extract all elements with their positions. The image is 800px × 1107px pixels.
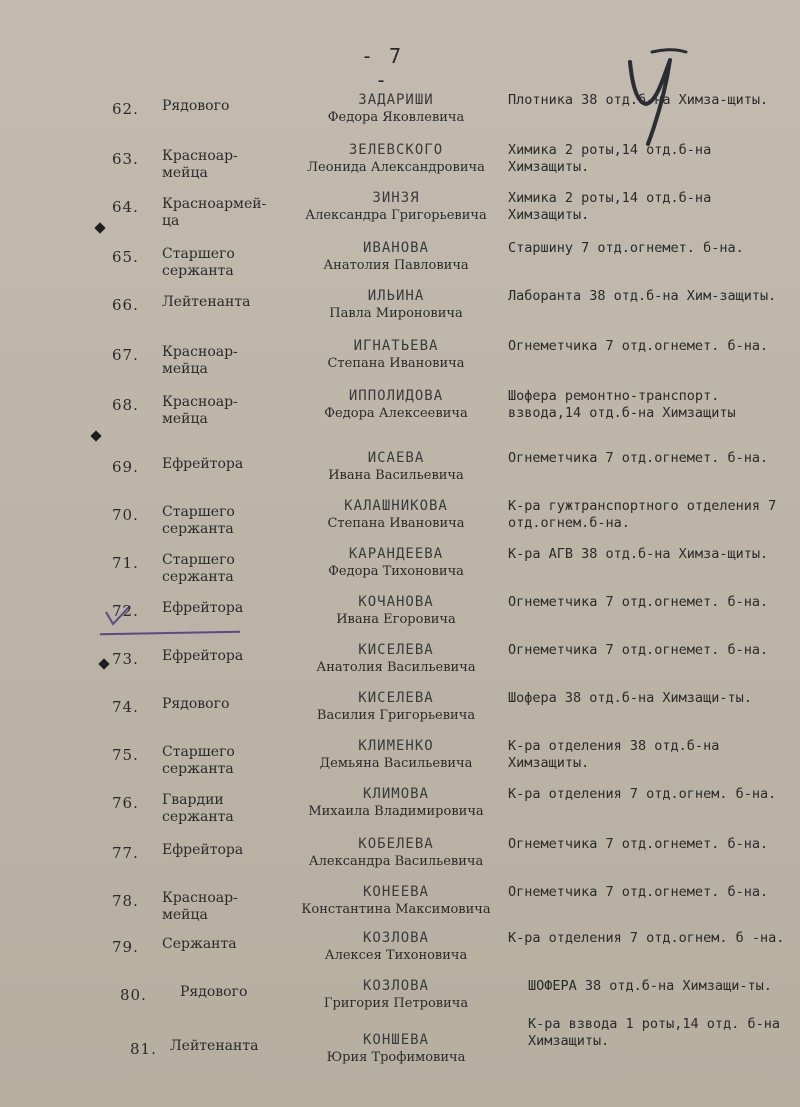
entry-rank: Лейтенанта bbox=[162, 294, 251, 310]
entry-rank: Старшего сержанта bbox=[162, 552, 235, 585]
entry-surname: ИЛЬИНА bbox=[367, 288, 425, 304]
entry-number: 73. bbox=[112, 650, 139, 668]
entry-fullname: Федора Алексеевича bbox=[324, 406, 468, 421]
entry-surname: ИГНАТЬЕВА bbox=[353, 338, 439, 354]
entry-surname: КОНЕЕВА bbox=[362, 884, 429, 900]
entry-position: Шофера ремонтно-транспорт. взвода,14 отд.б-на Химзащиты bbox=[508, 388, 736, 421]
entry-fullname: Федора Тихоновича bbox=[328, 564, 464, 579]
entry-surname: КИСЕЛЕВА bbox=[358, 642, 434, 658]
entry-rank: Рядового bbox=[180, 984, 248, 1000]
list-item bbox=[0, 190, 800, 244]
entry-number: 66. bbox=[112, 296, 139, 314]
entry-position: Старшину 7 отд.огнемет. б-на. bbox=[508, 240, 744, 256]
entry-rank: Ефрейтора bbox=[162, 842, 244, 858]
entry-position: Огнеметчика 7 отд.огнемет. б-на. bbox=[508, 594, 769, 610]
entry-number: 74. bbox=[112, 698, 139, 716]
entry-fullname: Алексея Тихоновича bbox=[324, 948, 468, 963]
entry-surname: КЛИМЕНКО bbox=[358, 738, 434, 754]
entry-number: 64. bbox=[112, 198, 139, 216]
entry-rank: Ефрейтора bbox=[162, 600, 244, 616]
entry-number: 68. bbox=[112, 396, 139, 414]
list-item bbox=[0, 690, 800, 744]
entry-number: 77. bbox=[112, 844, 139, 862]
list-item bbox=[0, 240, 800, 294]
entry-fullname: Леонида Александровича bbox=[307, 160, 485, 175]
list-item bbox=[0, 836, 800, 890]
entry-position: Шофера 38 отд.б-на Химзащи-ты. bbox=[508, 690, 752, 706]
entry-number: 76. bbox=[112, 794, 139, 812]
entry-rank: Ефрейтора bbox=[162, 648, 244, 664]
entry-number: 78. bbox=[112, 892, 139, 910]
entry-position: К-ра отделения 38 отд.б-на Химзащиты. bbox=[508, 738, 720, 771]
entry-surname: ИСАЕВА bbox=[367, 450, 425, 466]
entry-position: Огнеметчика 7 отд.огнемет. б-на. bbox=[508, 338, 769, 354]
list-item bbox=[0, 1016, 800, 1086]
entry-number: 71. bbox=[112, 554, 139, 572]
entry-fullname: Степана Ивановича bbox=[327, 356, 465, 371]
entry-number: 62. bbox=[112, 100, 139, 118]
entry-surname: КАРАНДЕЕВА bbox=[348, 546, 444, 562]
entry-rank: Старшего сержанта bbox=[162, 744, 235, 777]
page-number: - 7 - bbox=[360, 44, 404, 92]
entry-number: 79. bbox=[112, 938, 139, 956]
entry-number: 81. bbox=[130, 1040, 157, 1058]
entry-fullname: Юрия Трофимовича bbox=[326, 1050, 466, 1065]
entry-rank: Старшего сержанта bbox=[162, 504, 235, 537]
entry-fullname: Ивана Васильевича bbox=[328, 468, 464, 483]
entry-fullname: Константина Максимовича bbox=[301, 902, 491, 917]
list-item bbox=[0, 388, 800, 442]
entry-fullname: Александра Григорьевича bbox=[305, 208, 487, 223]
entry-number: 80. bbox=[120, 986, 147, 1004]
list-item bbox=[0, 930, 800, 984]
entry-fullname: Михаила Владимировича bbox=[308, 804, 484, 819]
entry-surname: КОЗЛОВА bbox=[362, 930, 429, 946]
entry-surname: ЗАДАРИШИ bbox=[358, 92, 434, 108]
entry-position: К-ра гужтранспортного отделения 7 отд.огнем.б-на. bbox=[508, 498, 777, 531]
entry-surname: КИСЕЛЕВА bbox=[358, 690, 434, 706]
list-item bbox=[0, 594, 800, 648]
entry-position: К-ра отделения 7 отд.огнем. б -на. bbox=[508, 930, 785, 946]
entry-fullname: Александра Васильевича bbox=[308, 854, 484, 869]
entry-rank: Старшего сержанта bbox=[162, 246, 235, 279]
list-item bbox=[0, 786, 800, 840]
entry-rank: Сержанта bbox=[162, 936, 237, 952]
entry-position: Плотника 38 отд.б-на Химза-щиты. bbox=[508, 92, 769, 108]
entry-fullname: Федора Яковлевича bbox=[327, 110, 465, 125]
entry-rank: Красноар-мейца bbox=[162, 890, 238, 923]
entry-position: Огнеметчика 7 отд.огнемет. б-на. bbox=[508, 836, 769, 852]
entry-rank: Рядового bbox=[162, 696, 230, 712]
entry-surname: КАЛАШНИКОВА bbox=[344, 498, 448, 514]
entry-rank: Гвардии сержанта bbox=[162, 792, 234, 825]
list-item bbox=[0, 288, 800, 342]
entry-surname: ИППОЛИДОВА bbox=[348, 388, 444, 404]
entry-surname: КОБЕЛЕВА bbox=[358, 836, 434, 852]
entry-surname: КЛИМОВА bbox=[362, 786, 429, 802]
entry-fullname: Анатолия Васильевича bbox=[316, 660, 476, 675]
entry-fullname: Демьяна Васильевича bbox=[319, 756, 473, 771]
entry-surname: КОЧАНОВА bbox=[358, 594, 434, 610]
list-item bbox=[0, 546, 800, 600]
list-item bbox=[0, 642, 800, 696]
entry-position: Огнеметчика 7 отд.огнемет. б-на. bbox=[508, 450, 769, 466]
list-item bbox=[0, 498, 800, 552]
entry-position: Огнеметчика 7 отд.огнемет. б-на. bbox=[508, 884, 769, 900]
entry-surname: КОЗЛОВА bbox=[362, 978, 429, 994]
list-item bbox=[0, 142, 800, 196]
entry-number: 72. bbox=[112, 602, 139, 620]
entry-surname: ЗИНЗЯ bbox=[372, 190, 420, 206]
entry-fullname: Анатолия Павловича bbox=[323, 258, 469, 273]
entry-number: 63. bbox=[112, 150, 139, 168]
entry-number: 69. bbox=[112, 458, 139, 476]
entry-number: 67. bbox=[112, 346, 139, 364]
entry-position: К-ра АГВ 38 отд.б-на Химза-щиты. bbox=[508, 546, 769, 562]
entry-rank: Лейтенанта bbox=[170, 1038, 259, 1054]
entry-surname: ЗЕЛЕВСКОГО bbox=[348, 142, 444, 158]
entry-rank: Красноар-мейца bbox=[162, 344, 238, 377]
entry-fullname: Павла Мироновича bbox=[329, 306, 463, 321]
entry-rank: Рядового bbox=[162, 98, 230, 114]
entry-surname: ИВАНОВА bbox=[362, 240, 429, 256]
list-item bbox=[0, 92, 800, 146]
entry-rank: Ефрейтора bbox=[162, 456, 244, 472]
entry-position: ШОФЕРА 38 отд.б-на Химзащи-ты. bbox=[528, 978, 772, 994]
entry-surname: КОНШЕВА bbox=[362, 1032, 429, 1048]
entry-fullname: Василия Григорьевича bbox=[316, 708, 476, 723]
entry-fullname: Ивана Егоровича bbox=[336, 612, 456, 627]
entry-position: Химика 2 роты,14 отд.б-на Химзащиты. bbox=[508, 142, 712, 175]
list-item bbox=[0, 338, 800, 392]
entry-fullname: Степана Ивановича bbox=[327, 516, 465, 531]
entry-position: Химика 2 роты,14 отд.б-на Химзащиты. bbox=[508, 190, 712, 223]
entry-rank: Красноар-мейца bbox=[162, 148, 238, 181]
entry-position: К-ра отделения 7 отд.огнем. б-на. bbox=[508, 786, 777, 802]
entry-position: Огнеметчика 7 отд.огнемет. б-на. bbox=[508, 642, 769, 658]
entry-rank: Красноармей-ца bbox=[162, 196, 267, 229]
list-item bbox=[0, 450, 800, 504]
entry-fullname: Григория Петровича bbox=[323, 996, 469, 1011]
entry-rank: Красноар-мейца bbox=[162, 394, 238, 427]
entry-position: Лаборанта 38 отд.б-на Хим-защиты. bbox=[508, 288, 777, 304]
list-item bbox=[0, 738, 800, 792]
entry-number: 65. bbox=[112, 248, 139, 266]
entry-position: К-ра взвода 1 роты,14 отд. б-на Химзащиты. bbox=[528, 1016, 780, 1049]
entry-number: 70. bbox=[112, 506, 139, 524]
entry-number: 75. bbox=[112, 746, 139, 764]
